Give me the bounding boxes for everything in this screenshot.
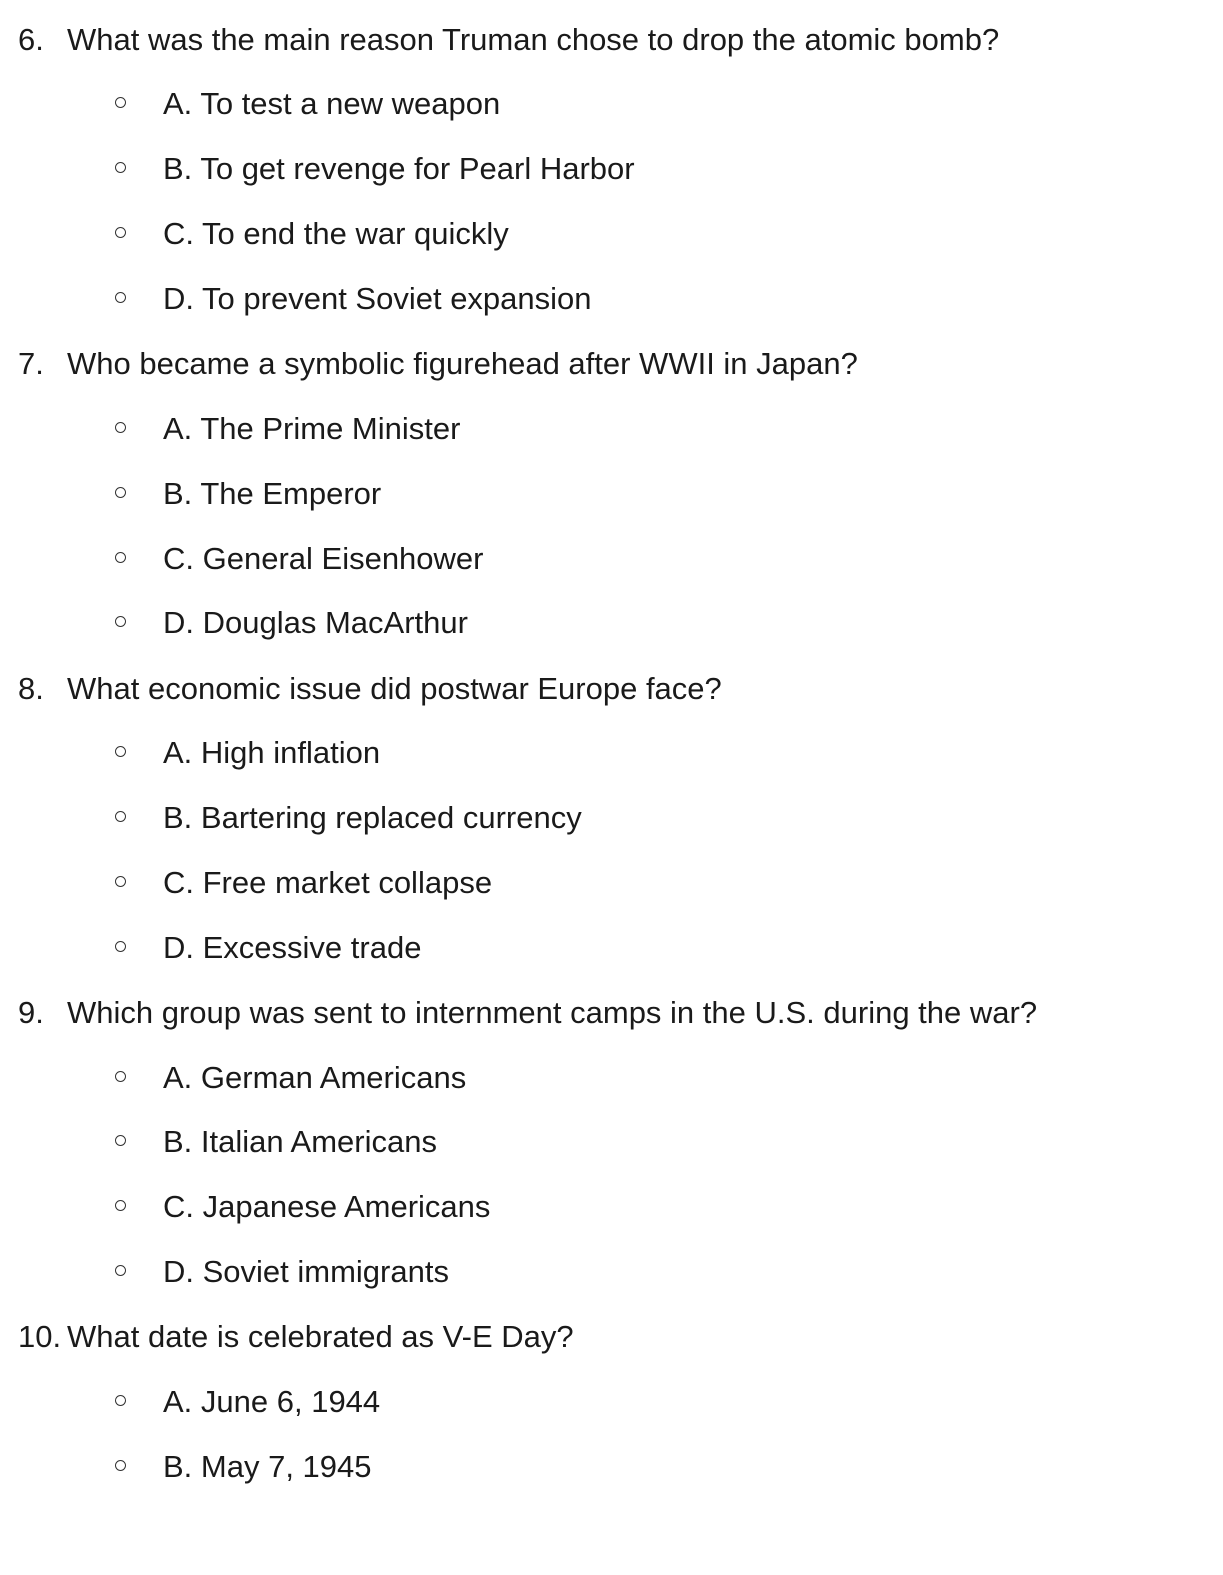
option-text: B. May 7, 1945 xyxy=(163,1449,372,1484)
option-text: C. General Eisenhower xyxy=(163,541,484,576)
option-text: D. Excessive trade xyxy=(163,930,422,965)
circle-bullet-icon xyxy=(115,746,126,757)
option-text: B. Italian Americans xyxy=(163,1124,437,1159)
option-text: A. The Prime Minister xyxy=(163,411,461,446)
circle-bullet-icon xyxy=(115,876,126,887)
circle-bullet-icon xyxy=(115,1395,126,1406)
option-text: B. To get revenge for Pearl Harbor xyxy=(163,151,635,186)
circle-bullet-icon xyxy=(115,162,126,173)
option-text: A. High inflation xyxy=(163,735,381,770)
option-text: D. Douglas MacArthur xyxy=(163,605,468,640)
circle-bullet-icon xyxy=(115,1460,126,1471)
question-number: 9. xyxy=(18,995,44,1030)
question-number: 8. xyxy=(18,671,44,706)
question-text: What date is celebrated as V-E Day? xyxy=(67,1319,574,1354)
question-text: What was the main reason Truman chose to drop the atomic bomb? xyxy=(67,22,1000,57)
circle-bullet-icon xyxy=(115,422,126,433)
option-text: C. Japanese Americans xyxy=(163,1189,491,1224)
option-text: C. To end the war quickly xyxy=(163,216,509,251)
circle-bullet-icon xyxy=(115,227,126,238)
option-text: D. To prevent Soviet expansion xyxy=(163,281,592,316)
circle-bullet-icon xyxy=(115,616,126,627)
question-number: 6. xyxy=(18,22,44,57)
circle-bullet-icon xyxy=(115,487,126,498)
question-number: 10. xyxy=(18,1319,62,1354)
option-text: C. Free market collapse xyxy=(163,865,493,900)
circle-bullet-icon xyxy=(115,1200,126,1211)
option-text: A. German Americans xyxy=(163,1060,467,1095)
option-text: B. Bartering replaced currency xyxy=(163,800,582,835)
option-text: A. June 6, 1944 xyxy=(163,1384,381,1419)
question-text: Which group was sent to internment camps in the U.S. during the war? xyxy=(67,995,1038,1030)
circle-bullet-icon xyxy=(115,292,126,303)
option-text: A. To test a new weapon xyxy=(163,86,501,121)
circle-bullet-icon xyxy=(115,811,126,822)
option-text: D. Soviet immigrants xyxy=(163,1254,449,1289)
question-text: What economic issue did postwar Europe face? xyxy=(67,671,722,706)
question-text: Who became a symbolic figurehead after WWII in Japan? xyxy=(67,346,858,381)
circle-bullet-icon xyxy=(115,552,126,563)
option-text: B. The Emperor xyxy=(163,476,382,511)
circle-bullet-icon xyxy=(115,1265,126,1276)
circle-bullet-icon xyxy=(115,941,126,952)
question-number: 7. xyxy=(18,346,44,381)
circle-bullet-icon xyxy=(115,1135,126,1146)
circle-bullet-icon xyxy=(115,1071,126,1082)
circle-bullet-icon xyxy=(115,97,126,108)
